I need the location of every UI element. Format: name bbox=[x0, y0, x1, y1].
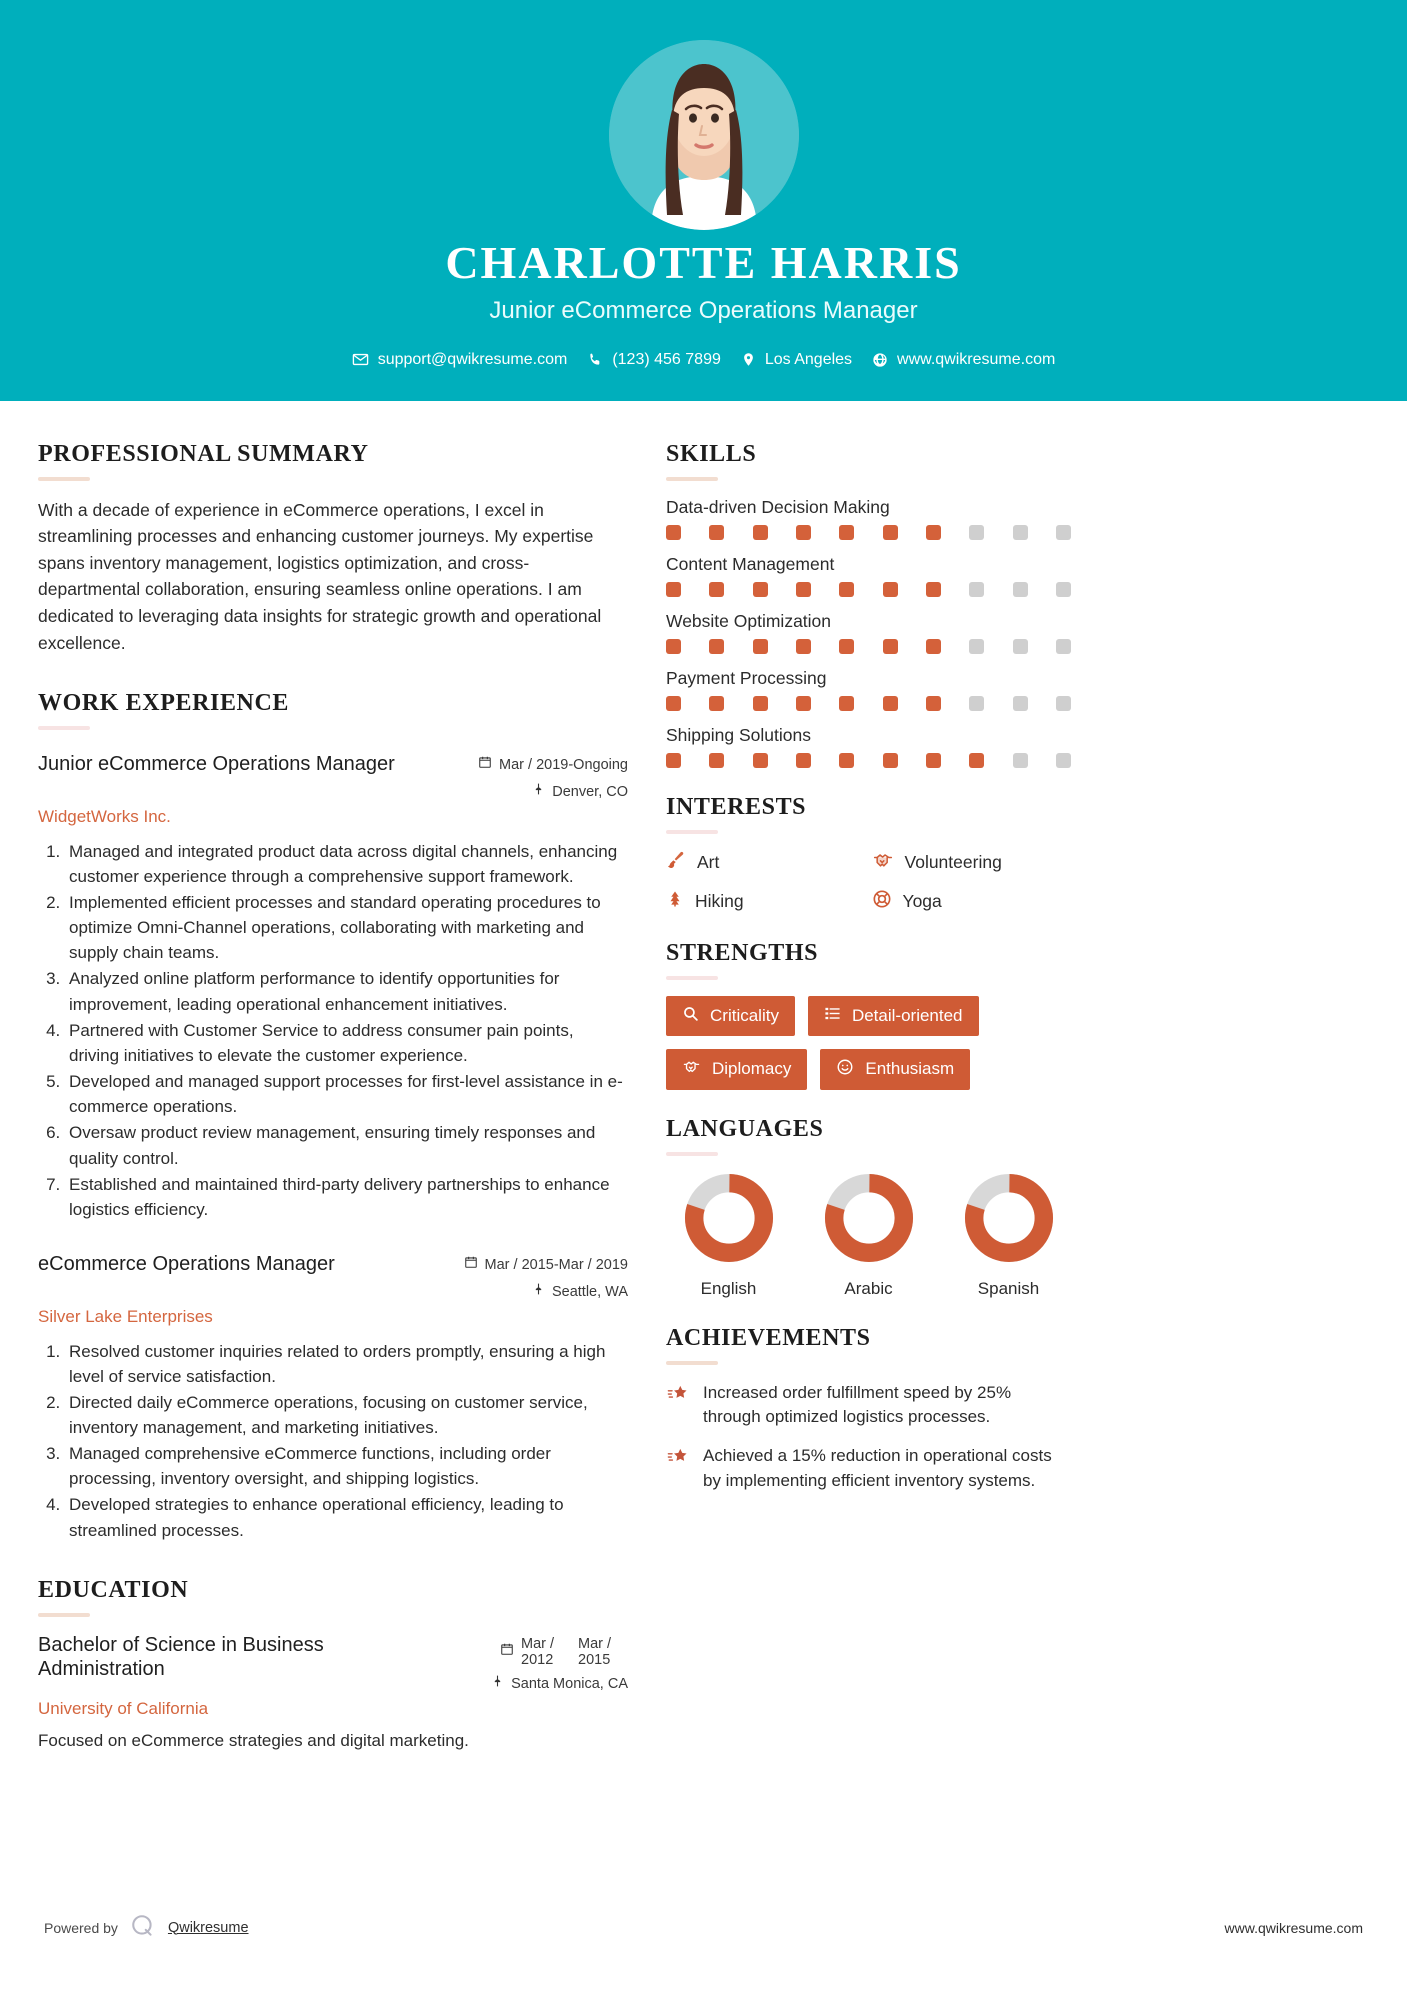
rating-dot bbox=[926, 582, 941, 597]
interest-item bbox=[666, 850, 866, 875]
rating-dot bbox=[839, 639, 854, 654]
language-donut bbox=[683, 1172, 775, 1264]
job-role: Junior eCommerce Operations Manager bbox=[38, 753, 395, 776]
language-label: English bbox=[700, 1278, 757, 1298]
strength-label: Diplomacy bbox=[712, 1059, 792, 1079]
job-meta bbox=[478, 752, 628, 804]
list-item: 3. Managed comprehensive eCommerce functions, including order processing, inventory oversight, and shipping logistics. bbox=[65, 1441, 628, 1491]
job-location-text: Denver, CO bbox=[552, 783, 628, 800]
section-divider bbox=[38, 1613, 90, 1617]
rating-dot bbox=[796, 753, 811, 768]
handshake-icon bbox=[682, 1058, 701, 1080]
qwikresume-logo-icon bbox=[130, 1913, 156, 1942]
rating-dot bbox=[883, 696, 898, 711]
job-location bbox=[464, 1282, 628, 1304]
education-note: Focused on eCommerce strategies and digital marketing. bbox=[38, 1730, 469, 1750]
rating-dot bbox=[1056, 525, 1071, 540]
rating-dot bbox=[883, 582, 898, 597]
language-label: Arabic bbox=[844, 1278, 893, 1298]
list-item: 2. Directed daily eCommerce operations, focusing on customer service, inventory management, and marketing initiatives. bbox=[65, 1390, 628, 1440]
rating-dot bbox=[1056, 582, 1071, 597]
pin-icon bbox=[532, 1282, 545, 1304]
interest-label: Hiking bbox=[695, 890, 744, 911]
qwikresume-link[interactable]: Qwikresume bbox=[167, 1919, 249, 1936]
rating-dot bbox=[753, 753, 768, 768]
skill-rating bbox=[666, 582, 1071, 597]
rating-dot bbox=[796, 696, 811, 711]
language-donut bbox=[823, 1172, 915, 1264]
education-meta bbox=[491, 1633, 628, 1696]
rating-dot bbox=[926, 639, 941, 654]
section-divider bbox=[666, 1361, 718, 1365]
rating-dot bbox=[709, 525, 724, 540]
summary-text: With a decade of experience in eCommerce operations, I excel in streamlining processes and enhancing customer journeys. My expertise spans inventory management, logistics optimization, and cross-departmental collaboration, ensuring seamless online operations. I am dedicated to leveraging data insights for strategic growth and operational excellence. bbox=[38, 499, 602, 653]
list-icon bbox=[824, 1005, 841, 1027]
rating-dot bbox=[753, 525, 768, 540]
rating-dot bbox=[1013, 525, 1028, 540]
contact-location-text: Los Angeles bbox=[764, 350, 853, 368]
language-donut bbox=[963, 1172, 1055, 1264]
lifebuoy-icon bbox=[872, 889, 892, 914]
rating-dot bbox=[969, 753, 984, 768]
globe-icon bbox=[872, 352, 888, 368]
strength-label: Criticality bbox=[710, 1005, 779, 1025]
education-degree: Bachelor of Science in Business Administration bbox=[38, 1633, 324, 1681]
rating-dot bbox=[709, 753, 724, 768]
section-professional-summary bbox=[38, 441, 628, 657]
section-divider bbox=[666, 477, 718, 481]
skill-row bbox=[666, 554, 1071, 597]
contact-website[interactable] bbox=[872, 351, 1055, 369]
rating-dot bbox=[1013, 582, 1028, 597]
education-location-text: Santa Monica, CA bbox=[511, 1676, 628, 1693]
work-entry bbox=[38, 1252, 628, 1543]
rating-dot bbox=[1056, 696, 1071, 711]
rating-dot bbox=[666, 525, 681, 540]
section-skills bbox=[666, 441, 1071, 768]
location-pin-icon bbox=[741, 351, 756, 368]
education-entry bbox=[38, 1633, 628, 1754]
rating-dot bbox=[839, 753, 854, 768]
language-label: Spanish bbox=[977, 1278, 1040, 1298]
section-divider bbox=[666, 976, 718, 980]
strength-label: Detail-oriented bbox=[851, 1005, 963, 1025]
page-title: CHARLOTTE HARRIS bbox=[445, 237, 962, 288]
rating-dot bbox=[926, 696, 941, 711]
interest-item bbox=[666, 889, 866, 914]
rating-dot bbox=[883, 753, 898, 768]
section-education bbox=[38, 1577, 628, 1754]
rating-dot bbox=[709, 639, 724, 654]
job-role: eCommerce Operations Manager bbox=[38, 1253, 335, 1275]
rating-dot bbox=[796, 639, 811, 654]
section-divider bbox=[38, 726, 90, 730]
contact-phone[interactable] bbox=[587, 351, 721, 369]
list-item: 4. Partnered with Customer Service to address consumer pain points, driving initiatives to elevate the customer experience. bbox=[65, 1018, 628, 1068]
footer bbox=[0, 1913, 1407, 1942]
rating-dot bbox=[666, 582, 681, 597]
rating-dot bbox=[883, 639, 898, 654]
achievement-item bbox=[666, 1381, 1071, 1430]
list-item: 2. Implemented efficient processes and standard operating procedures to optimize Omni-Channel operations, collaborating with marketing and supply chain teams. bbox=[65, 890, 628, 965]
list-item: 7. Established and maintained third-party delivery partnerships to enhance logistics efficiency. bbox=[65, 1172, 628, 1222]
shooting-star-icon bbox=[666, 1381, 690, 1410]
section-languages bbox=[666, 1116, 1071, 1299]
contact-email[interactable] bbox=[352, 351, 568, 369]
rating-dot bbox=[1013, 639, 1028, 654]
rating-dot bbox=[1013, 753, 1028, 768]
interest-label: Volunteering bbox=[904, 851, 1002, 872]
job-meta bbox=[464, 1252, 628, 1304]
list-item: 5. Developed and managed support processes for first-level assistance in e-commerce operations. bbox=[65, 1069, 628, 1119]
section-divider bbox=[666, 830, 718, 834]
rating-dot bbox=[839, 525, 854, 540]
rating-dot bbox=[666, 696, 681, 711]
interest-item bbox=[872, 850, 1072, 875]
rating-dot bbox=[969, 525, 984, 540]
skill-row bbox=[666, 611, 1071, 654]
list-item: 6. Oversaw product review management, ensuring timely responses and quality control. bbox=[65, 1120, 628, 1170]
section-divider bbox=[38, 477, 90, 481]
contact-phone-text: (123) 456 7899 bbox=[612, 350, 721, 368]
job-bullets bbox=[38, 839, 628, 1222]
strength-label: Enthusiasm bbox=[865, 1059, 955, 1079]
footer-url[interactable]: www.qwikresume.com bbox=[1224, 1919, 1363, 1936]
skill-label: Shipping Solutions bbox=[666, 724, 811, 745]
shooting-star-icon bbox=[666, 1444, 690, 1473]
rating-dot bbox=[666, 639, 681, 654]
job-company: Silver Lake Enterprises bbox=[38, 1306, 213, 1326]
contact-row bbox=[0, 351, 1407, 369]
pin-icon bbox=[491, 1674, 504, 1696]
tree-icon bbox=[666, 889, 684, 914]
skill-label: Website Optimization bbox=[666, 610, 832, 631]
rating-dot bbox=[883, 525, 898, 540]
contact-email-text: support@qwikresume.com bbox=[377, 350, 568, 368]
resume-body bbox=[0, 401, 1407, 1754]
calendar-icon bbox=[500, 1642, 514, 1664]
education-school: University of California bbox=[38, 1698, 209, 1718]
rating-dot bbox=[1013, 696, 1028, 711]
envelope-icon bbox=[352, 351, 369, 368]
section-strengths bbox=[666, 940, 1071, 1090]
rating-dot bbox=[969, 582, 984, 597]
list-item: 1. Managed and integrated product data across digital channels, enhancing customer experience through a comprehensive support framework. bbox=[65, 839, 628, 889]
job-dates-text: Mar / 2015-Mar / 2019 bbox=[484, 1257, 628, 1273]
interest-label: Art bbox=[697, 851, 720, 872]
rating-dot bbox=[1056, 753, 1071, 768]
skill-label: Content Management bbox=[666, 553, 835, 574]
powered-by-block bbox=[44, 1913, 249, 1942]
section-work-experience bbox=[38, 690, 628, 1543]
rating-dot bbox=[969, 639, 984, 654]
rating-dot bbox=[753, 582, 768, 597]
rating-dot bbox=[709, 696, 724, 711]
achievement-text: Achieved a 15% reduction in operational costs by implementing efficient inventory systems. bbox=[703, 1445, 1052, 1490]
rating-dot bbox=[753, 639, 768, 654]
rating-dot bbox=[839, 582, 854, 597]
list-item: 1. Resolved customer inquiries related to orders promptly, ensuring a high level of service satisfaction. bbox=[65, 1339, 628, 1389]
languages-heading: LANGUAGES bbox=[666, 1115, 824, 1142]
powered-by-label: Powered by bbox=[44, 1919, 118, 1936]
language-item bbox=[946, 1172, 1071, 1299]
work-entry bbox=[38, 752, 628, 1222]
smiley-icon bbox=[836, 1058, 854, 1081]
language-item bbox=[806, 1172, 931, 1299]
rating-dot bbox=[926, 753, 941, 768]
section-achievements bbox=[666, 1325, 1071, 1494]
section-divider bbox=[666, 1152, 718, 1156]
achievement-item bbox=[666, 1444, 1071, 1493]
education-heading: EDUCATION bbox=[38, 1576, 189, 1603]
paintbrush-icon bbox=[666, 850, 686, 875]
pin-icon bbox=[532, 782, 545, 804]
skill-label: Data-driven Decision Making bbox=[666, 496, 890, 517]
skill-rating bbox=[666, 753, 1071, 768]
handshake-icon bbox=[872, 850, 894, 875]
job-dates-text: Mar / 2019-Ongoing bbox=[499, 757, 628, 774]
job-dates bbox=[464, 1255, 628, 1277]
skill-row bbox=[666, 497, 1071, 540]
skills-heading: SKILLS bbox=[666, 440, 757, 467]
calendar-icon bbox=[478, 755, 492, 777]
strength-badge bbox=[808, 996, 979, 1036]
job-company: WidgetWorks Inc. bbox=[38, 806, 171, 826]
interest-label: Yoga bbox=[902, 890, 942, 911]
skill-row bbox=[666, 725, 1071, 768]
section-interests bbox=[666, 794, 1071, 914]
avatar-photo bbox=[609, 40, 799, 230]
list-item: 3. Analyzed online platform performance to identify opportunities for improvement, leading operational enhancement initiatives. bbox=[65, 966, 628, 1016]
rating-dot bbox=[926, 525, 941, 540]
rating-dot bbox=[796, 582, 811, 597]
strength-badge bbox=[820, 1049, 970, 1090]
summary-heading: PROFESSIONAL SUMMARY bbox=[38, 440, 369, 467]
resume-header bbox=[0, 0, 1407, 401]
skill-rating bbox=[666, 639, 1071, 654]
contact-website-text: www.qwikresume.com bbox=[897, 350, 1056, 368]
job-location bbox=[478, 782, 628, 804]
header-job-title: Junior eCommerce Operations Manager bbox=[489, 296, 918, 324]
education-date-end: Mar / 2015 bbox=[578, 1635, 612, 1669]
right-column bbox=[666, 441, 1071, 1754]
rating-dot bbox=[1056, 639, 1071, 654]
list-item: 4. Developed strategies to enhance operational efficiency, leading to streamlined processes. bbox=[65, 1492, 628, 1542]
achievements-heading: ACHIEVEMENTS bbox=[666, 1324, 871, 1351]
job-bullets bbox=[38, 1339, 628, 1543]
skill-row bbox=[666, 668, 1071, 711]
interests-heading: INTERESTS bbox=[666, 793, 807, 820]
skill-rating bbox=[666, 525, 1071, 540]
rating-dot bbox=[666, 753, 681, 768]
work-heading: WORK EXPERIENCE bbox=[38, 690, 290, 717]
rating-dot bbox=[839, 696, 854, 711]
education-dates bbox=[491, 1636, 628, 1669]
rating-dot bbox=[709, 582, 724, 597]
education-location bbox=[491, 1674, 628, 1696]
avatar bbox=[609, 40, 799, 230]
phone-icon bbox=[587, 352, 603, 368]
education-date-start: Mar / 2012 bbox=[521, 1635, 555, 1669]
rating-dot bbox=[753, 696, 768, 711]
skill-rating bbox=[666, 696, 1071, 711]
magnifier-icon bbox=[682, 1005, 699, 1027]
language-item bbox=[666, 1172, 791, 1299]
strengths-heading: STRENGTHS bbox=[666, 939, 819, 966]
skill-label: Payment Processing bbox=[666, 667, 827, 688]
job-location-text: Seattle, WA bbox=[551, 1283, 628, 1300]
interest-item bbox=[872, 889, 1072, 914]
achievement-text: Increased order fulfillment speed by 25% through optimized logistics processes. bbox=[703, 1382, 1012, 1427]
job-dates bbox=[478, 755, 628, 777]
strength-badge bbox=[666, 996, 795, 1036]
contact-location[interactable] bbox=[741, 351, 852, 369]
calendar-icon bbox=[464, 1255, 478, 1277]
strength-badge bbox=[666, 1049, 807, 1090]
left-column bbox=[38, 441, 628, 1754]
rating-dot bbox=[796, 525, 811, 540]
rating-dot bbox=[969, 696, 984, 711]
